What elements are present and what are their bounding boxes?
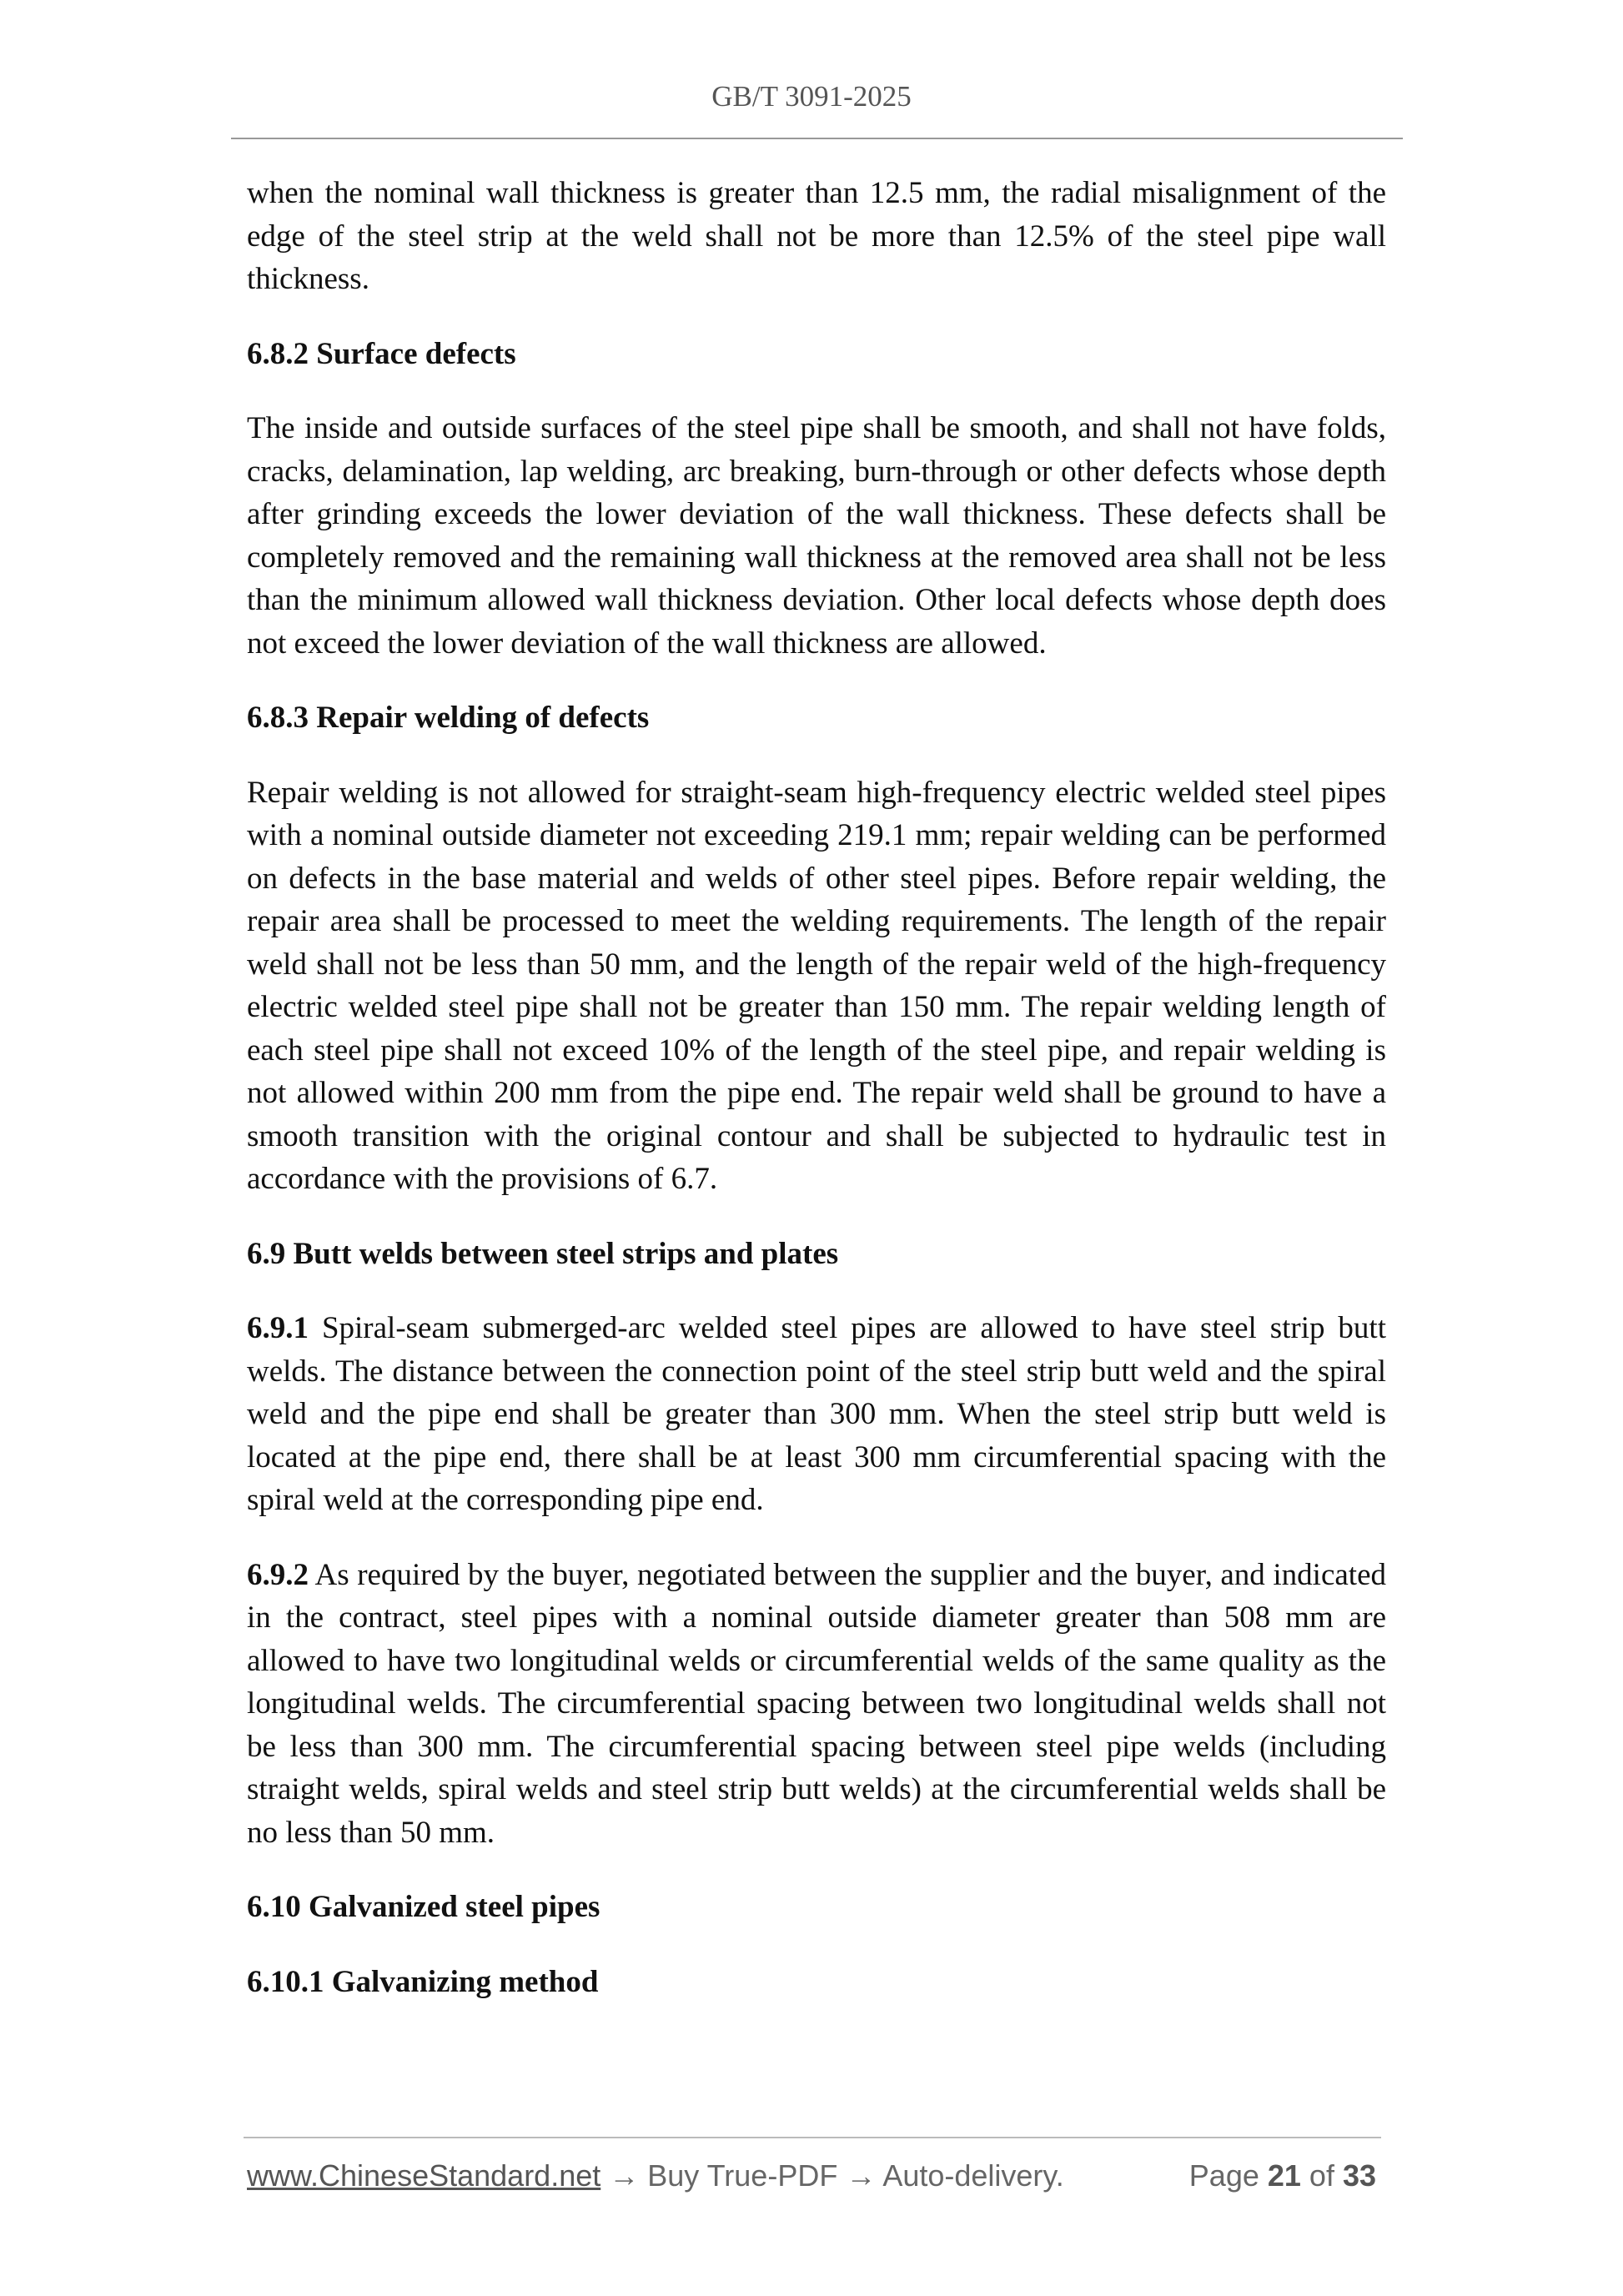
of-word: of (1300, 2158, 1343, 2193)
heading-6-9: 6.9 Butt welds between steel strips and plates (247, 1236, 839, 1271)
page-word: Page (1188, 2158, 1268, 2193)
paragraph-6-8-2: The inside and outside surfaces of the steel pipe shall be smooth, and shall not have folds, cracks, delamination, lap welding, arc breaking, burn-through or other defects whose depth after grinding exceeds the lower deviation of the wall thickness. These defects shall be completely removed and the remaining wall thickness at the removed area shall not be less than the minimum allowed wall thickness deviation. Other local defects whose depth does not exceed the lower deviation of the wall thickness are allowed. (247, 411, 1386, 661)
total-page-count: 33 (1342, 2158, 1376, 2193)
footer-promo (247, 2158, 1064, 2193)
paragraph-intro: when the nominal wall thickness is greater than 12.5 mm, the radial misalignment of the edge of the steel strip at the weld shall not be more than 12.5% of the steel pipe wall thickness. (247, 176, 1386, 296)
footer-tagline: → Buy True-PDF → Auto-delivery. (600, 2158, 1064, 2193)
paragraph-6-8-3: Repair welding is not allowed for straight-seam high-frequency electric welded steel pipes with a nominal outside diameter not exceeding 219.1 mm; repair welding can be performed on defects in the base material and welds of other steel pipes. Before repair welding, the repair area shall be processed to meet the welding requirements. The length of the repair weld shall not be less than 50 mm, and the length of the repair weld of the high-frequency electric welded steel pipe shall not be greater than 150 mm. The repair welding length of each steel pipe shall not exceed 10% of the length of the steel pipe, and repair welding is not allowed within 200 mm from the pipe end. The repair weld shall be ground to have a smooth transition with the original contour and shall be subjected to hydraulic test in accordance with the provisions of 6.7. (247, 775, 1386, 1196)
website-link[interactable]: www.ChineseStandard.net (247, 2158, 601, 2193)
document-header: GB/T 3091-2025 (711, 80, 912, 113)
footer-divider (244, 2137, 1381, 2138)
current-page-number: 21 (1267, 2158, 1301, 2193)
clause-number-6-9-1: 6.9.1 (247, 1311, 309, 1345)
heading-6-8-2: 6.8.2 Surface defects (247, 336, 516, 371)
page-indicator (1189, 2158, 1376, 2193)
heading-6-10-1: 6.10.1 Galvanizing method (247, 1964, 599, 1999)
document-body (247, 172, 1386, 2035)
header-divider (231, 138, 1403, 139)
clause-number-6-9-2: 6.9.2 (247, 1557, 309, 1592)
heading-6-8-3: 6.8.3 Repair welding of defects (247, 701, 650, 735)
clause-text-6-9-2: As required by the buyer, negotiated between the supplier and the buyer, and indicated in the contract, steel pipes with a nominal outside diameter greater than 508 mm are allowed to have two longitudinal welds or circumferential welds of the same quality as the longitudinal welds. The circumferential spacing between two longitudinal welds shall not be less than 300 mm. The circumferential spacing between steel pipe welds (including straight welds, spiral welds and steel strip butt welds) at the circumferential welds shall be no less than 50 mm. (247, 1557, 1386, 1850)
paragraph-6-9-1 (247, 1307, 1386, 1522)
clause-text-6-9-1: Spiral-seam submerged-arc welded steel pipes are allowed to have steel strip butt welds. The distance between the connection point of the steel strip butt weld and the spiral weld and the pipe end shall be greater than 300 mm. When the steel strip butt weld is located at the pipe end, there shall be at least 300 mm circumferential spacing with the spiral weld at the corresponding pipe end. (247, 1311, 1386, 1517)
heading-6-10: 6.10 Galvanized steel pipes (247, 1890, 600, 1924)
paragraph-6-9-2 (247, 1554, 1386, 1855)
